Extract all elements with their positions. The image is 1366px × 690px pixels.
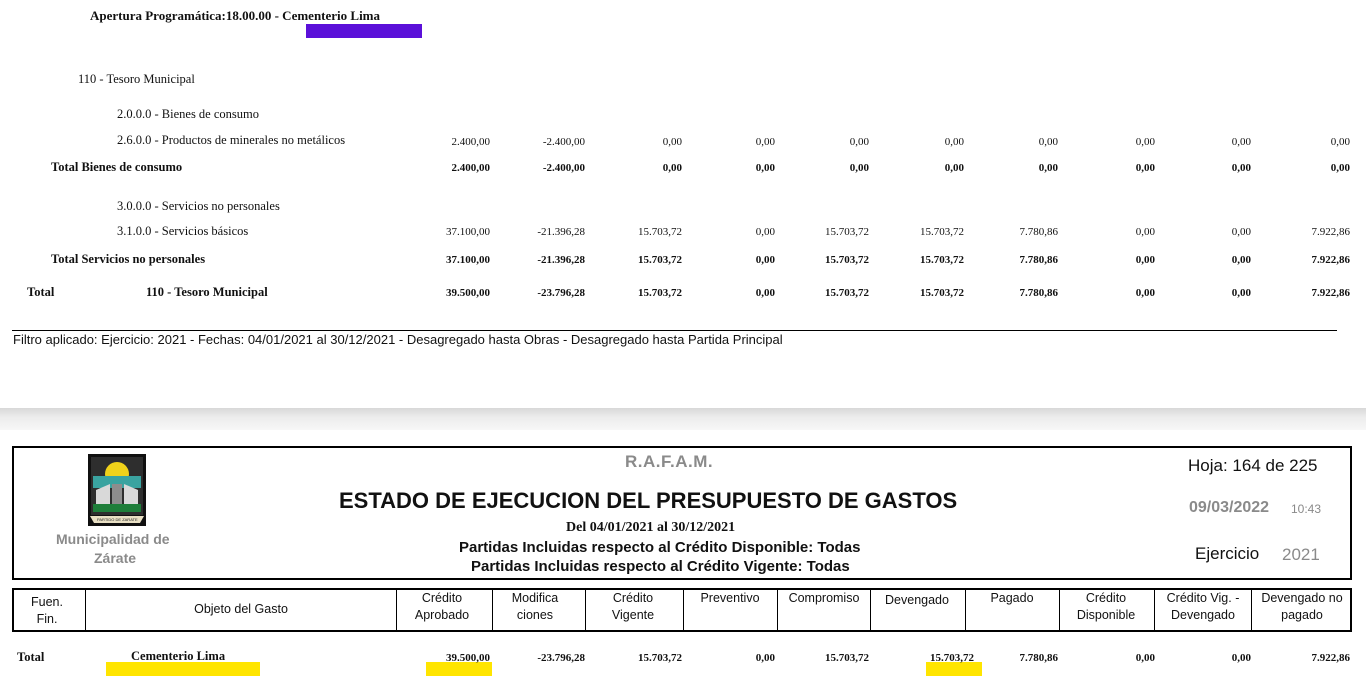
table-row-total-servicios <box>0 254 1366 268</box>
cell-credito-vig-devengado: 0,00 <box>1231 287 1251 299</box>
row-label-minerales: 2.6.0.0 - Productos de minerales no metálicos <box>117 133 346 147</box>
column-header-credito-vigente: Crédito Vigente <box>611 591 655 622</box>
date-range: Del 04/01/2021 al 30/12/2021 <box>566 520 736 535</box>
cell-credito-disponible: 0,00 <box>1135 287 1155 299</box>
cell-preventivo: 0,00 <box>755 652 775 664</box>
cell-credito-vig-devengado: 0,00 <box>1231 254 1251 266</box>
cell-credito-vigente: 15.703,72 <box>638 652 682 664</box>
cell-credito-disponible: 0,00 <box>1135 254 1155 266</box>
cell-preventivo: 0,00 <box>755 254 775 266</box>
cell-credito-vigente: 0,00 <box>662 136 682 148</box>
row-label-total-tesoro: Total <box>27 285 55 299</box>
column-header-objeto: Objeto del Gasto <box>194 602 288 616</box>
column-header-credito-vig-devengado: Crédito Vig. - Devengado <box>1166 591 1240 622</box>
cell-credito-aprobado: 2.400,00 <box>451 136 490 148</box>
cell-devengado: 15.703,72 <box>920 226 964 238</box>
row-sublabel-total-tesoro: 110 - Tesoro Municipal <box>146 285 268 299</box>
cell-devengado-no-pagado: 7.922,86 <box>1311 254 1350 266</box>
cell-devengado: 0,00 <box>944 162 964 174</box>
col-divider <box>1059 589 1060 631</box>
cell-modificaciones: -2.400,00 <box>542 162 585 174</box>
cell-credito-vigente: 15.703,72 <box>638 226 682 238</box>
column-header-devengado-no-pagado: Devengado no pagado <box>1261 591 1343 622</box>
report-title: ESTADO DE EJECUCION DEL PRESUPUESTO DE GASTOS <box>339 488 958 513</box>
cell-compromiso: 15.703,72 <box>825 254 869 266</box>
cell-devengado: 15.703,72 <box>920 254 964 266</box>
coat-of-arms-icon <box>88 454 146 526</box>
system-name: R.A.F.A.M. <box>625 452 714 471</box>
col-divider <box>396 589 397 631</box>
table-row-total-bienes <box>0 162 1366 176</box>
logo-ribbon-text: PARTIDO DE ZARATE <box>97 517 138 522</box>
cell-compromiso: 15.703,72 <box>825 652 869 664</box>
column-header-devengado: Devengado <box>885 593 949 607</box>
row-label-servicios-header: 3.0.0.0 - Servicios no personales <box>117 199 280 213</box>
column-header-fuente: Fuen. Fin. <box>31 595 63 626</box>
cell-devengado: 15.703,72 <box>930 652 974 664</box>
filter-divider <box>12 330 1337 331</box>
column-header-pagado: Pagado <box>990 591 1034 605</box>
cell-credito-vig-devengado: 0,00 <box>1231 136 1251 148</box>
col-divider <box>1251 589 1252 631</box>
cell-pagado: 0,00 <box>1038 162 1058 174</box>
cell-preventivo: 0,00 <box>755 287 775 299</box>
col-divider <box>1154 589 1155 631</box>
cell-credito-vig-devengado: 0,00 <box>1231 226 1251 238</box>
cell-credito-aprobado: 39.500,00 <box>446 652 490 664</box>
cell-modificaciones: -23.796,28 <box>537 652 585 664</box>
line-credito-vigente: Partidas Incluidas respecto al Crédito Vigente: Todas <box>471 558 850 575</box>
cell-credito-aprobado: 2.400,00 <box>451 162 490 174</box>
sheet-number: Hoja: 164 de 225 <box>1188 456 1318 475</box>
exercise-year: 2021 <box>1282 545 1320 564</box>
purple-highlight <box>306 24 422 38</box>
exercise-label: Ejercicio <box>1195 544 1260 563</box>
cell-credito-disponible: 0,00 <box>1135 162 1155 174</box>
cell-credito-disponible: 0,00 <box>1135 226 1155 238</box>
cell-pagado: 0,00 <box>1038 136 1058 148</box>
row-label-servicios-basicos: 3.1.0.0 - Servicios básicos <box>117 224 249 238</box>
cell-credito-aprobado: 37.100,00 <box>446 254 490 266</box>
cell-devengado-no-pagado: 7.922,86 <box>1311 226 1350 238</box>
cell-modificaciones: -2.400,00 <box>542 136 585 148</box>
cell-modificaciones: -23.796,28 <box>537 287 585 299</box>
cell-modificaciones: -21.396,28 <box>537 254 585 266</box>
cell-devengado: 15.703,72 <box>920 287 964 299</box>
cell-pagado: 7.780,86 <box>1019 652 1058 664</box>
column-header-credito-aprobado: Crédito Aprobado <box>414 591 470 622</box>
print-date: 09/03/2022 <box>1189 499 1270 516</box>
row-label-total-servicios: Total Servicios no personales <box>51 252 206 266</box>
cell-compromiso: 0,00 <box>849 162 869 174</box>
municipality-name-line2: Zárate <box>94 550 137 566</box>
cell-preventivo: 0,00 <box>755 162 775 174</box>
cell-modificaciones: -21.396,28 <box>537 226 585 238</box>
col-divider <box>585 589 586 631</box>
table-row-minerales <box>0 136 1366 150</box>
page-separator <box>0 408 1366 430</box>
cell-credito-vig-devengado: 0,00 <box>1231 162 1251 174</box>
total-row-label: Total <box>17 650 45 664</box>
municipality-logo <box>88 454 146 526</box>
cell-credito-vigente: 15.703,72 <box>638 287 682 299</box>
cell-credito-vigente: 0,00 <box>662 162 682 174</box>
cell-devengado-no-pagado: 0,00 <box>1330 136 1350 148</box>
cell-credito-vig-devengado: 0,00 <box>1231 652 1251 664</box>
program-heading: Apertura Programática:18.00.00 - Cementerio Lima <box>90 8 381 23</box>
report-page-bottom <box>0 430 1366 690</box>
table-row-servicios-basicos <box>0 226 1366 240</box>
municipality-name-line1: Municipalidad de <box>56 531 170 547</box>
cell-credito-disponible: 0,00 <box>1135 652 1155 664</box>
cell-devengado-no-pagado: 7.922,86 <box>1311 287 1350 299</box>
cell-pagado: 7.780,86 <box>1019 287 1058 299</box>
table-row-total-cementerio <box>0 652 1366 666</box>
cell-devengado-no-pagado: 7.922,86 <box>1311 652 1350 664</box>
line-credito-disponible: Partidas Incluidas respecto al Crédito Disponible: Todas <box>459 539 861 556</box>
table-row-total-tesoro <box>0 287 1366 301</box>
total-row-object: Cementerio Lima <box>131 649 226 663</box>
cell-compromiso: 0,00 <box>849 136 869 148</box>
cell-credito-vigente: 15.703,72 <box>638 254 682 266</box>
col-divider <box>492 589 493 631</box>
cell-pagado: 7.780,86 <box>1019 226 1058 238</box>
fund-source-label: 110 - Tesoro Municipal <box>78 72 195 86</box>
column-header-preventivo: Preventivo <box>700 591 760 605</box>
cell-credito-aprobado: 39.500,00 <box>446 287 490 299</box>
cell-devengado-no-pagado: 0,00 <box>1330 162 1350 174</box>
cell-credito-disponible: 0,00 <box>1135 136 1155 148</box>
cell-compromiso: 15.703,72 <box>825 226 869 238</box>
cell-devengado: 0,00 <box>944 136 964 148</box>
cell-preventivo: 0,00 <box>755 136 775 148</box>
print-time: 10:43 <box>1291 502 1322 516</box>
cell-preventivo: 0,00 <box>755 226 775 238</box>
column-header-modificaciones: Modifica ciones <box>511 591 559 622</box>
filter-text: Filtro aplicado: Ejercicio: 2021 - Fechas: 04/01/2021 al 30/12/2021 - Desagregado hasta Obras - Desagregado hasta Partida Principal <box>13 332 783 347</box>
column-header-credito-disponible: Crédito Disponible <box>1076 591 1136 622</box>
cell-compromiso: 15.703,72 <box>825 287 869 299</box>
cell-credito-aprobado: 37.100,00 <box>446 226 490 238</box>
row-label-bienes-header: 2.0.0.0 - Bienes de consumo <box>117 107 259 121</box>
cell-pagado: 7.780,86 <box>1019 254 1058 266</box>
row-label-total-bienes: Total Bienes de consumo <box>51 160 183 174</box>
column-header-compromiso: Compromiso <box>788 591 860 605</box>
